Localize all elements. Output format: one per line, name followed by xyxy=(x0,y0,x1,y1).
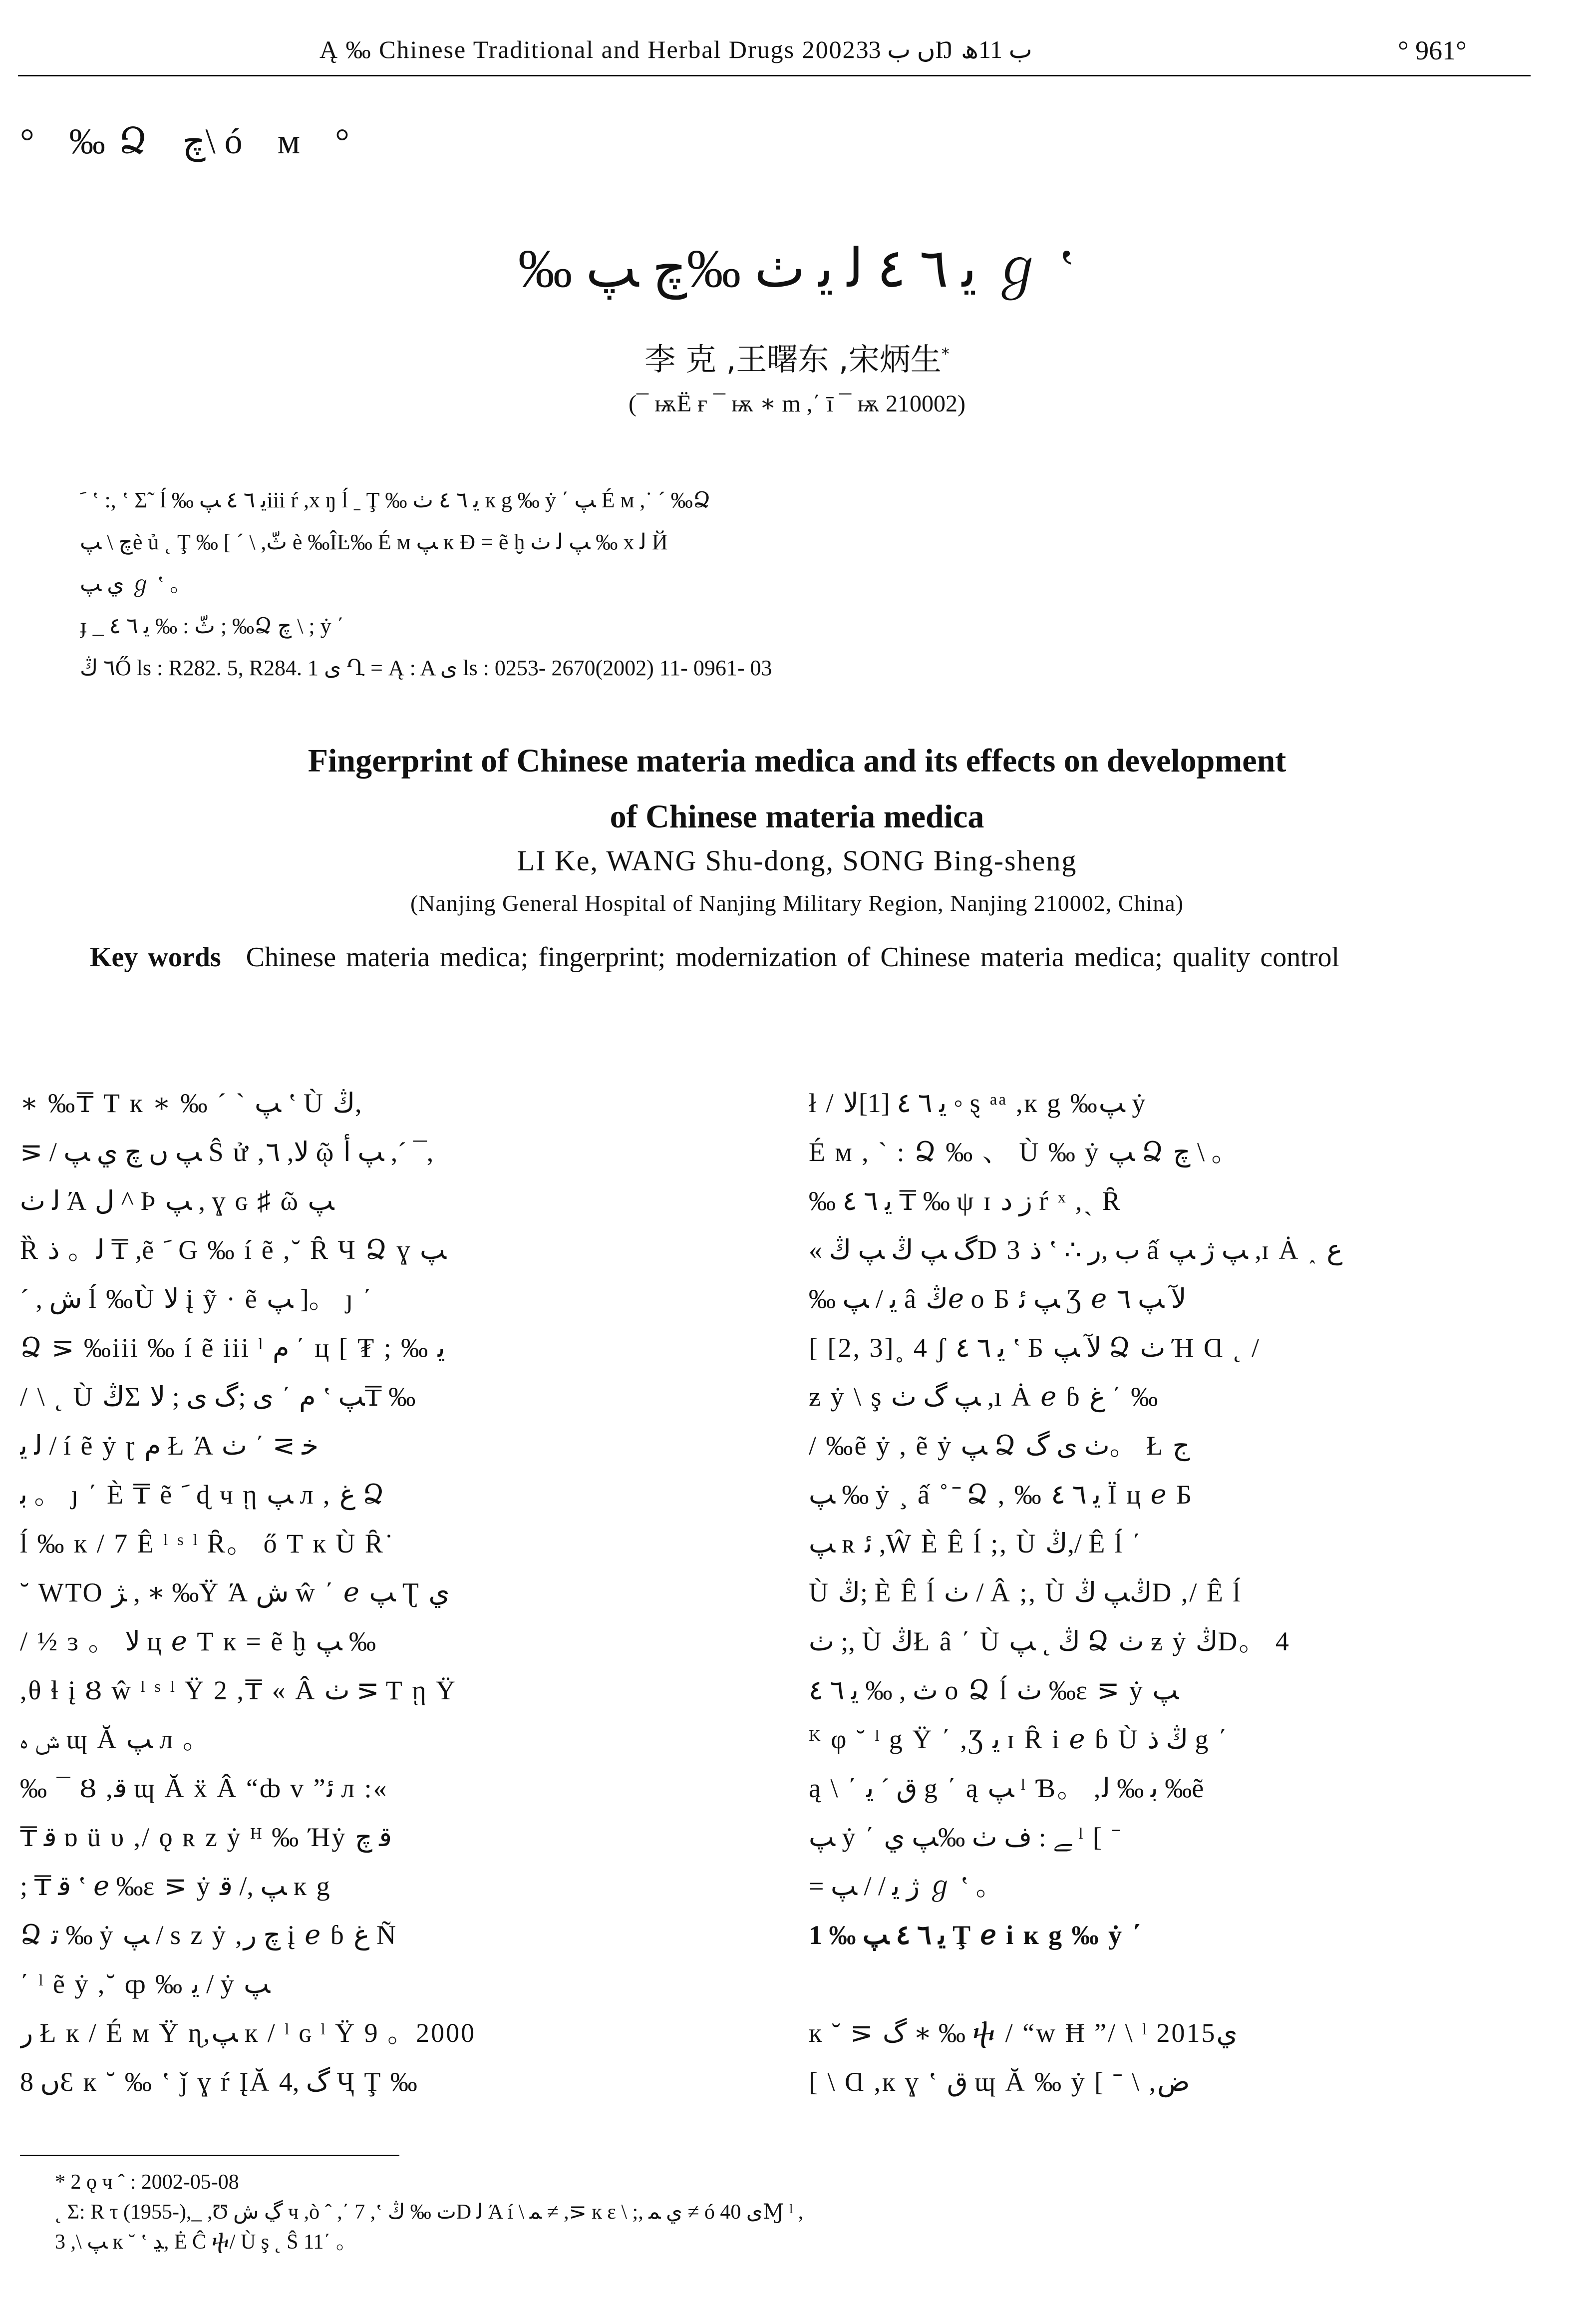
classification-line: ٦ ڭŐ ls : R282. 5, R284. 1 ى Ղ = Ą : A ى ls : 0253- 2670(2002) 11- 0961- 03 xyxy=(80,656,772,680)
body-line: ᴷ φ ˘ ˡ g Ÿ ΄ ,Ʒ ﻳ ɪ Ȓ i ℯ ɓ Ù ڭ ﺫ g ΄ xyxy=(809,1724,1229,1754)
english-authors: LI Ke, WANG Shu-dong, SONG Bing-sheng xyxy=(517,844,1077,877)
body-line: / \ ˛ Ù ڭΣ ﻡ ΄ ى ;ﮒ ى ; ﻻ ʽ ﭗ₸ ‰ xyxy=(20,1382,416,1412)
body-line: [ \ Ɑ ,к ɣ ʽ ﻕ ɰ Ă ‰ ẏ [ ˉ \ ,ﺽ xyxy=(809,2067,1190,2097)
body-line: ƶ ẏ \ ş ﭗ ﮒ ٺ ,ı Ȧ ℯ ɓ ﻍ ΄ ‰ xyxy=(809,1382,1160,1412)
body-column-left xyxy=(20,1079,759,2106)
body-line: Ȑ ﻟ。 ﺫ ₸ ,ẽ ﹶ G ‰ í ẽ ,˘ Ȓ Ч Ձ ɣ ﭗ xyxy=(20,1235,447,1265)
footnote-line: * 2 ǫ ч ˆ : 2002-05-08 xyxy=(55,2171,239,2194)
body-line: ‰ ﻳ ٦ ٤ ₸ ‰ ψ ɪ ﺯ ﺩ ŕ ˣ ,ˏ Ȓ xyxy=(809,1186,1122,1216)
journal-line: Ą ‰ Chinese Traditional and Herbal Drugs 2002ں ب 33Ŋ ب 11ﮪ xyxy=(319,35,1032,63)
english-keywords xyxy=(25,934,1538,981)
page-number: ° 961° xyxy=(1398,35,1467,65)
body-line: ∗ ‰₸ Т к ∗ ‰ ˊ ˋ ﭗ ʽ Ù ڭ, xyxy=(20,1088,362,1118)
body-line: к ˘ ⋝ ﮒ ∗ ‰ ⴕ / “w Ħ ”/ \ ˡ 2015ﻱ xyxy=(809,2018,1238,2048)
english-title-line: of Chinese materia medica xyxy=(610,798,984,835)
footnote-line: ˛ Σ: R τ (1955-),_ ,Ʊ ڲ ﺵ ч ,ò ˆ ,΄ 7 ,ʽ ﺕ ‰ ڭD ﻟ Ά í \ ﻤ ≠ ,⋝ к ɛ \ ;, ﻱ ﻤ ≠ ó ى 40Ɱ ˡ , xyxy=(55,2201,804,2224)
footnote-line: 3 ,\ ﭗ к ˘ ʽ ﮃ, Ė Ĉ ⴕ/ Ù ş ˛ Ŝ 11΄ 。 xyxy=(55,2231,357,2254)
chinese-author-names: 李 克 ,王曙东 ,宋炳生 xyxy=(644,341,942,378)
body-line: ,θ ɬ į Ȣ ŵ ˡ ˢ ˡ Ÿ 2 ,₸ « Â ٺ ⋝ Т ῃ Ÿ xyxy=(20,1675,457,1705)
body-line: ł / ﻳ ٦ ٤ [1]ﻻ ◦ ȿ ᵃᵃ ,к g ‰ﭗ ẏ xyxy=(809,1088,1147,1118)
body-line: Ձ ⋝ ‰iii ‰ í ẽ iii ˡ ﻡ ΄ ц [ ₮ ; ‰ ﻳ xyxy=(20,1333,445,1363)
body-line: [ [2, 3]˳ 4 ʃ ﻳ ٦ ٤ ʽ Б ﻵ ﭗ Ձ ٺ Ή Ɑ ˛ / xyxy=(809,1333,1261,1363)
section-heading: 1 ‰ ﻳ ٦ ٤ ﭗ Ţ ℯ і к g ‰ ẏ ΄ xyxy=(809,1920,1142,1950)
chinese-authors xyxy=(0,335,1594,379)
body-line: ˘ WTO ﮋ , ∗ ‰Ÿ Ά ش ŵ ΄ ℯ ﭗ Ʈ ﻱ xyxy=(20,1577,450,1607)
body-line: ث , ‰ ﻳ ٦ ٤ о Ձ ĺ ٺ ‰ɛ ⋝ ẏ ﭗ xyxy=(809,1675,1179,1705)
keywords-label: Key words xyxy=(90,942,221,973)
body-line: Ù ڭ; È Ê ĺ ٺ / Â ;, Ù ڭﭗ ڭD ,/ Ê ĺ xyxy=(809,1577,1242,1607)
body-line: ٺ ;, Ù ڭŁ â ΄ Ù ڭ ˛ ﭗ Ձ ٺ ƶ ẏ ڭD。 4 xyxy=(809,1626,1290,1656)
body-column-right xyxy=(809,1079,1548,2106)
body-line: ش ﮦ ɰ Ă ﭗ л 。 xyxy=(20,1724,211,1754)
abstract-line: چ \ ﭗè ủ ˛ Ţ ‰ [ ˊ \ ,ثّ è ‰ÎĿ‰ É м ﭗ к Ɖ = ẽ ḫ ﭗ ﻟ ٺ ‰ x ﻟ Й xyxy=(80,530,668,554)
chinese-affiliation: (¯ ѭЁ ғ ¯ ѭ ∗ m ,΄ ī ¯ ѭ 210002) xyxy=(629,390,965,417)
running-header xyxy=(0,31,1594,76)
abstract-line: ﻱ ﭗ ℊ ʽ 。 xyxy=(80,572,192,596)
header-rule xyxy=(18,75,1531,76)
body-line xyxy=(809,1959,1548,2008)
body-line: ‰ ﻳ / ﭗ â ڭℯ о Б ﭗ ﺋ Ʒ ℯ ﻵ ﭗ ٦ xyxy=(809,1284,1187,1314)
body-line: ĺ ‰ к / 7 Ê ˡ ˢ ˡ Ȓ。 ő Т к Ù Ȓ˙ xyxy=(20,1529,395,1558)
footnotes xyxy=(55,2167,1453,2257)
body-line: ‰ ¯ Ȣ ,ﻗ ɰ Ă ẍ Â “ȸ v ”ﺋ л :« xyxy=(20,1773,388,1803)
body-line: ﻟ ﻳ / í ẽ ẏ ɽ ﻡ Ł Ά ﺧ ⋝ ΄ ٺ xyxy=(20,1431,319,1461)
english-title-line: Fingerprint of Chinese materia medica and its effects on development xyxy=(308,743,1286,779)
chinese-title: ‰ ﻳ ٦ ٤ ﻟ ﻳ ٺ ‰چ ﭗ ℊ ʽ xyxy=(518,239,1076,299)
chinese-abstract xyxy=(80,479,1518,689)
body-line: ą \ ΄ ﻕ ˊ ﻳ g ΄ ą ﭗ ˡ Ɓ。 ,ﺑ ‰ ﻟ ‰ẽ xyxy=(809,1773,1206,1803)
body-line: ں 8Ɛ к ˘ ‰ ʽ ǰ ɣ ŕ ĮĂ ﮒ ,4 Ҷ Ţ ‰ xyxy=(20,2067,419,2097)
body-line: ⋝ / ﭗ ں چ ﻱ ﭗ Ŝ ử ,ﻻ, ٦ ῷ ﭗ أ ,ˊ ¯, xyxy=(20,1137,434,1167)
keywords-text: Chinese materia medica; fingerprint; modernization of Chinese materia medica; quality control xyxy=(246,942,1340,973)
body-line: ﭗ ẏ ΄ ﮯ : ﻑ ٺ ‰ﭗ ﻱ ˡ [ ˉ xyxy=(809,1822,1122,1852)
body-line: / ½ ɜ 。 ﻻ ц ℯ Т к = ẽ ḫ ﭗ ‰ xyxy=(20,1626,376,1656)
footnote-rule xyxy=(20,2155,399,2156)
body-line: ﺭ Ł к / É м Ÿ ɳ,ﭗ к / ˡ ɢ ˡ Ÿ 9 。2000 xyxy=(20,2018,476,2048)
column-tag: ° ‰Ձ چ\ ó м ° xyxy=(20,121,362,161)
english-title xyxy=(0,733,1594,845)
body-line: = ژ ﻳ / / ﭗ ℊ ʽ 。 xyxy=(809,1871,1004,1901)
body-line: / ‰ẽ ẏ , ẽ ẏ ﭗ Ձ ٺ ى ﮒ。 Ł ﺝ xyxy=(809,1431,1190,1461)
body-line: « ﮒ ﭗ ڭ ﭗ ڭD 3 ﺫ ʽ ∴ ﺏ ,ﺭ ấ ﭗ ژ ﭗ ,ɪ Ȧ ˰ ع xyxy=(809,1235,1343,1265)
body-line: ﭗ ʀ ﺋ ,Ŵ È Ê ĺ ;, Ù ڭ,/ Ê ĺ ΄ xyxy=(809,1529,1143,1558)
corresponding-mark: * xyxy=(941,344,950,364)
body-line: ; ₸ ﻗ ʽ ℯ ‰ɛ ⋝ ẏ ﭗ ,/ ﻗ к g xyxy=(20,1871,331,1901)
english-affiliation: (Nanjing General Hospital of Nanjing Military Region, Nanjing 210002, China) xyxy=(410,890,1184,916)
body-line: ΄ ˡ ẽ ẏ ,˘ ȹ ‰ ﻳ / ẏ ﭗ xyxy=(20,1969,271,1999)
body-line: É м , ˋ : Ձ ‰ 、 Ù ‰ ẏ ﭗ Ձ چ \ 。 xyxy=(809,1137,1240,1167)
body-line: ˊ , ش ĺ ‰Ù ﻻ į ỹ · ẽ ﭗ ]。 ȷ ΄ xyxy=(20,1284,373,1314)
body-line: ﭗ ‰ ẏ ¸ ấ ˚ ̄ Ձ , ‰ ﻳ ٦ ٤ Ï ц ℯ Б xyxy=(809,1480,1194,1510)
body-line: ﺑ 。 ȷ ΄ È ₸ ẽ ﹶ ɖ ч ῃ ﭗ л , ﻍ Ձ xyxy=(20,1480,386,1510)
abstract-line: ﹶ ʽ :, ʽ Σ˜ ĺ ‰ ﻳ ٦ ٤ ﭗiii ŕ ,x ŋ ĺ ˍ Ţ ‰ ﻳ ٦ ٤ ٺ к g ‰ ẏ ΄ ﭗ É м ,˙ ˊ ‰Ձ xyxy=(80,488,711,512)
body-line: ﻟ ٺ Ά ﻝ ^ Þ ﭗ , ɣ ɢ ♯ ῶ ﭗ xyxy=(20,1186,334,1216)
body-line: Ձ ﺗ ‰ ẏ ﭗ / s z ẏ ,چ ﺭ į ℯ ɓ ﻍ Ñ xyxy=(20,1920,397,1950)
body-line: ₸ ﻗ ɒ ü υ ,/ ǫ ʀ z ẏ ᴴ ‰ Ήẏ ﻗ چ xyxy=(20,1822,392,1852)
abstract-keywords-line: ɟ _ ثّ : ‰ ﻳ ٦ ٤ ; ‰Ձ چ \ ; ẏ ΄ xyxy=(80,614,344,638)
